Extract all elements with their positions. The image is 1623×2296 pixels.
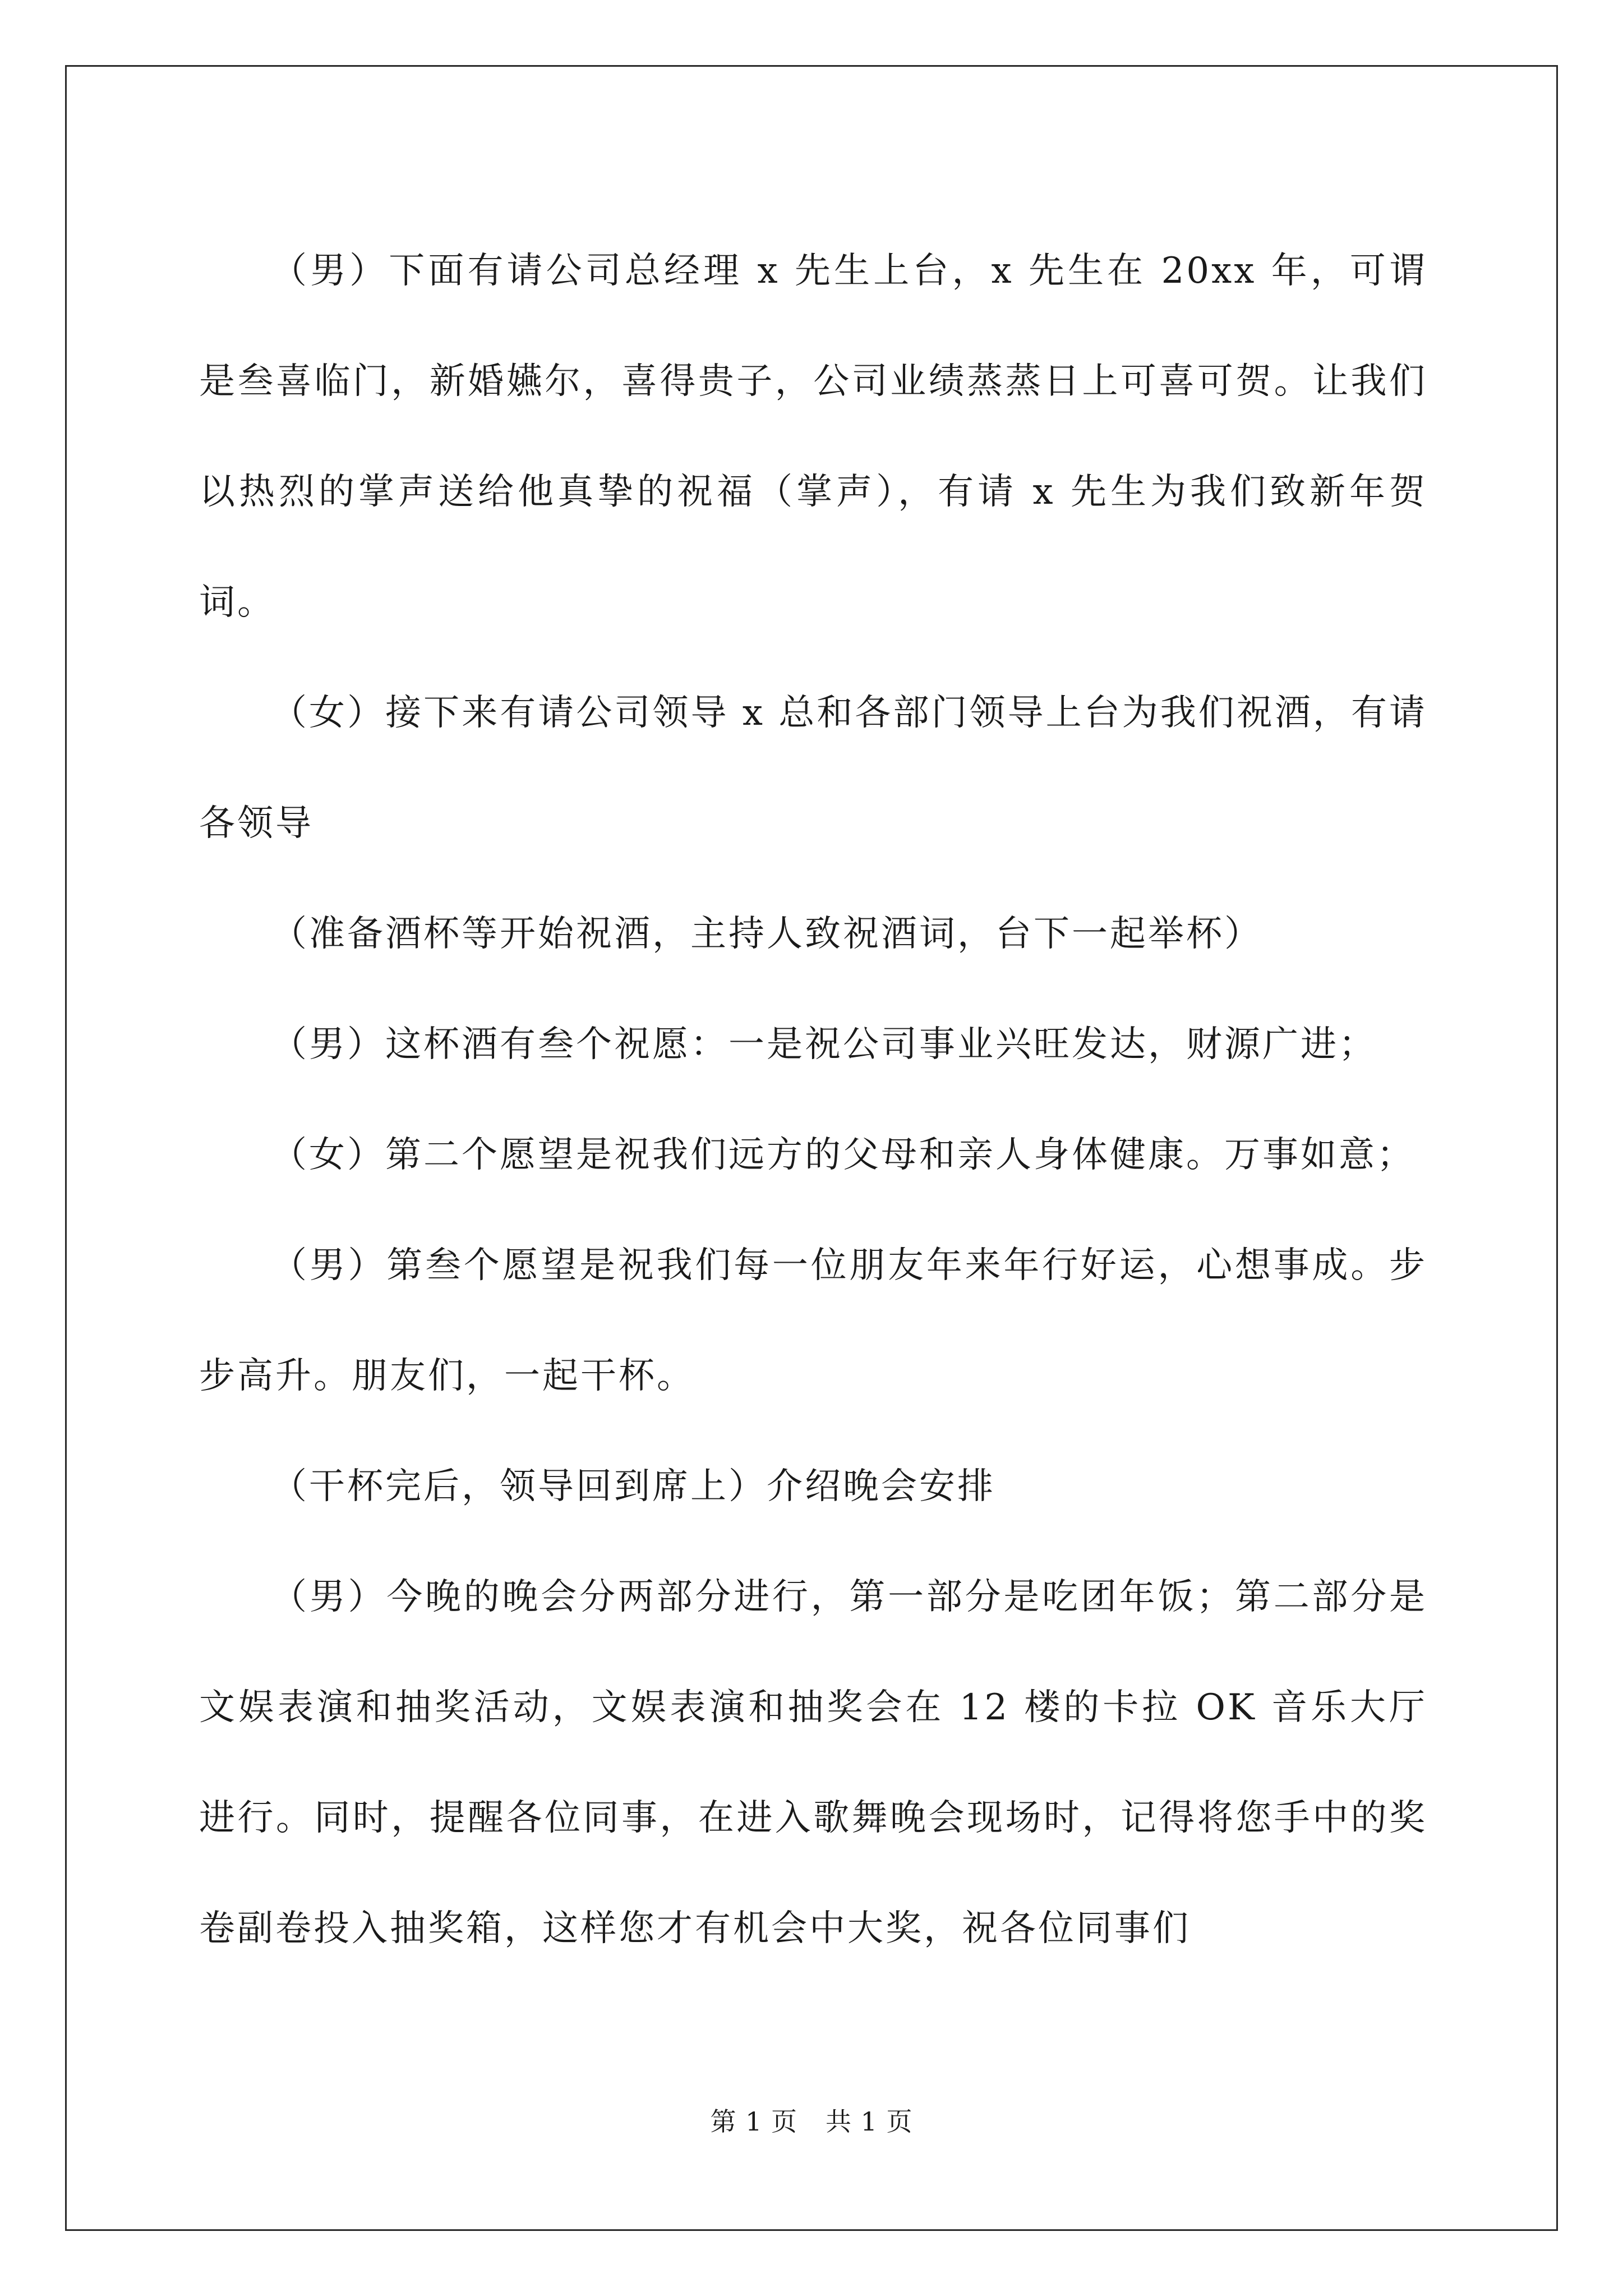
paragraph-6: （男）第叁个愿望是祝我们每一位朋友年来年行好运，心想事成。步步高升。朋友们，一起干杯。	[199, 1245, 1427, 1397]
paragraph-3: （准备酒杯等开始祝酒，主持人致祝酒词，台下一起举杯）	[271, 913, 1262, 955]
document-body	[199, 216, 1427, 1984]
paragraph-5: （女）第二个愿望是祝我们远方的父母和亲人身体健康。万事如意；	[271, 1134, 1415, 1176]
paragraph-2: （女）接下来有请公司领导 x 总和各部门领导上台为我们祝酒，有请各领导	[199, 692, 1427, 844]
page-number: 第 1 页	[710, 2106, 797, 2137]
page-footer	[0, 2105, 1623, 2138]
paragraph-7: （干杯完后，领导回到席上）介绍晚会安排	[271, 1466, 995, 1507]
paragraph-1: （男）下面有请公司总经理 x 先生上台，x 先生在 20xx 年，可谓是叁喜临门，新婚嬿尔，喜得贵子，公司业绩蒸蒸日上可喜可贺。让我们以热烈的掌声送给他真挚的祝福（掌声），有请 x 先生为我们致新年贺词。	[199, 250, 1427, 623]
paragraph-4: （男）这杯酒有叁个祝愿：一是祝公司事业兴旺发达，财源广进；	[271, 1024, 1377, 1065]
page-total: 共 1 页	[826, 2106, 913, 2137]
paragraph-8: （男）今晚的晚会分两部分进行，第一部分是吃团年饭；第二部分是文娱表演和抽奖活动，文娱表演和抽奖会在 12 楼的卡拉 OK 音乐大厅进行。同时，提醒各位同事，在进入歌舞晚会现场时，记得将您手中的奖卷副卷投入抽奖箱，这样您才有机会中大奖，祝各位同事们	[199, 1576, 1427, 1949]
